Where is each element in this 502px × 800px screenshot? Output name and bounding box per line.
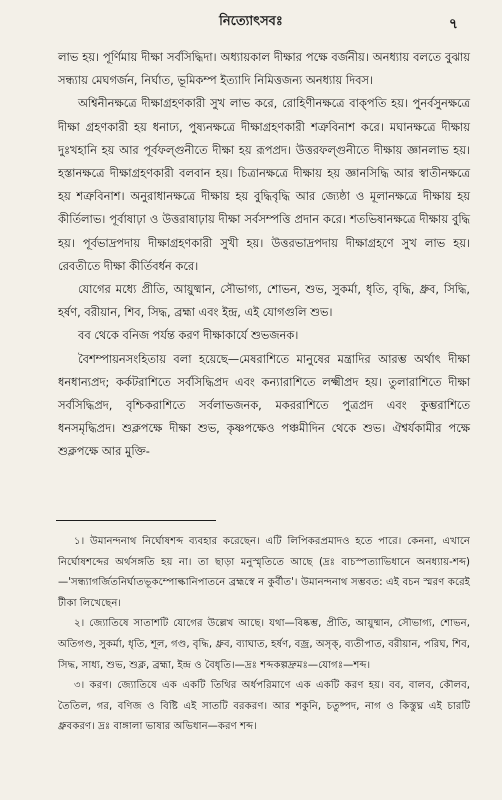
- paragraph: যোগের মধ্যে প্রীতি, আয়ুষ্মান, সৌভাগ্য, শোভন, শুভ, সুকর্মা, ধৃতি, বৃদ্ধি, ধ্রুব, সিদ্ধি, হর্ষণ, বরীয়ান, শিব, সিদ্ধ, ব্রহ্মা এবং ইন্দ্র, এই যোগগুলি শুভ।: [58, 282, 470, 320]
- page-number: ৭: [448, 16, 458, 32]
- footnotes: [58, 532, 470, 738]
- footnote: ১। উমানন্দনাথ নির্ঘোষশব্দ ব্যবহার করেছেন। এটি লিপিকরপ্রমাদও হতে পারে। কেননা, এখানে নির্ঘোষশব্দের অর্থসঙ্গতি হয় না। তা ছাড়া মনুস্মৃতিতে আছে (দ্রঃ বাচস্পত্যাভিধানে অনধ্যায়-শব্দ)—'সন্ধ্যাগর্জিতনির্ঘাতভূকম্পোল্কানিপাতনে ব্রহ্মস্বে ন কুর্বীত'। উমানন্দনাথ সম্ভবত: এই বচন স্মরণ করেই টীকা লিখেছেন।: [58, 536, 470, 609]
- paragraph: লাভ হয়। পূর্ণিমায় দীক্ষা সর্বসিদ্ধিদা। অধ্যায়কাল দীক্ষার পক্ষে বর্জনীয়। অনধ্যায় বলতে বুঝায় সন্ধ্যায় মেঘগর্জন, নির্ঘাত, ভূমিকম্প ইত্যাদি নিমিত্তজন্য অনধ্যায় দিবস।: [58, 50, 470, 88]
- running-title: নিত্যোৎসবঃ: [219, 14, 283, 29]
- footnote: ৩। করণ। জ্যোতিষে এক একটি তিথির অর্ধপরিমাণে এক একটি করণ হয়। বব, বালব, কৌলব, তৈতিল, গর, বণিজ ও বিষ্টি এই সাতটি বরকরণ। আর শকুনি, চতুষ্পদ, নাগ ও কিস্তুঘ্ন এই চারটি ধ্রুবকরণ। দ্রঃ বাঙ্গালা ভাষার অভিধান—করণ শব্দ।: [58, 680, 470, 733]
- page-header: [0, 12, 502, 34]
- main-text: [58, 46, 470, 464]
- footnote: ২। জ্যোতিষে সাতাশটি যোগের উল্লেখ আছে। যথা—বিষ্কম্ভ, প্রীতি, আয়ুষ্মান, সৌভাগ্য, শোভন, অতিগণ্ড, সুকর্মা, ধৃতি, শূল, গণ্ড, বৃদ্ধি, ধ্রুব, ব্যাঘাত, হর্ষণ, বজ্র, অসৃক্‌, ব্যতীপাত, বরীয়ান, পরিঘ, শিব, সিদ্ধ, সাধ্য, শুভ, শুক্ল, ব্রহ্মা, ইন্দ্র ও বৈধৃতি।—দ্রঃ শব্দকল্পদ্রুমঃ—যোগঃ—শব্দ।: [58, 618, 470, 671]
- paragraph: অশ্বিনীনক্ষত্রে দীক্ষাগ্রহণকারী সুখ লাভ করে, রোহিণীনক্ষত্রে বাক্‌পতি হয়। পুনর্বসুনক্ষত্রে দীক্ষা গ্রহণকারী হয় ধনাঢ্য, পুষ্যনক্ষত্রে দীক্ষাগ্রহণকারী শত্রুবিনাশ করে। মঘানক্ষত্রে দীক্ষায় দুঃখহানি হয় আর পূর্বফল্গুনীতে দীক্ষা হয় রূপপ্রদ। উত্তরফল্গুনীতে দীক্ষায় জ্ঞানলাভ হয়। হস্তানক্ষত্রে দীক্ষাগ্রহণকারী বলবান হয়। চিত্রানক্ষত্রে দীক্ষায় হয় জ্ঞানসিদ্ধি আর স্বাতীনক্ষত্রে হয় শত্রুবিনাশ। অনুরাধানক্ষত্রে দীক্ষায় হয় বুদ্ধিবৃদ্ধি আর জ্যেষ্ঠা ও মূলানক্ষত্রে দীক্ষায় হয় কীর্তিলাভ। পূর্বাষাঢ়া ও উত্তরাষাঢ়ায় দীক্ষা সর্বসম্পত্তি প্রদান করে। শতভিষানক্ষত্রে দীক্ষায় বুদ্ধি হয়। পূর্বভাদ্রপদায় দীক্ষাগ্রহণকারী সুখী হয়। উত্তরভাদ্রপদায় দীক্ষাগ্রহণে সুখ লাভ হয়। রেবতীতে দীক্ষা কীর্তিবর্ধন করে।: [58, 96, 470, 273]
- footnote-divider: [56, 520, 216, 521]
- paragraph: বব থেকে বনিজ পর্যন্ত করণ দীক্ষাকার্যে শুভজনক।: [78, 328, 299, 343]
- paragraph: বৈশম্পায়নসংহিতায় বলা হয়েছে—মেষরাশিতে মানুষের মন্ত্রাদির আরম্ভ অর্থাৎ দীক্ষা ধনধান্যপ্রদ; কর্কটরাশিতে সর্বসিদ্ধিপ্রদ এবং কন্যারাশিতে লক্ষ্মীপ্রদ হয়। তুলারাশিতে দীক্ষা সর্বসিদ্ধিপ্রদ, বৃশ্চিকরাশিতে সর্বলাভজনক, মকররাশিতে পুত্রপ্রদ এবং কুম্ভরাশিতে ধনসমৃদ্ধিপ্রদ। শুক্লপক্ষে দীক্ষা শুভ, কৃষ্ণপক্ষেও পঞ্চমীদিন থেকে শুভ। ঐশ্বর্যকামীর পক্ষে শুক্লপক্ষে আর মুক্তি-: [58, 351, 470, 459]
